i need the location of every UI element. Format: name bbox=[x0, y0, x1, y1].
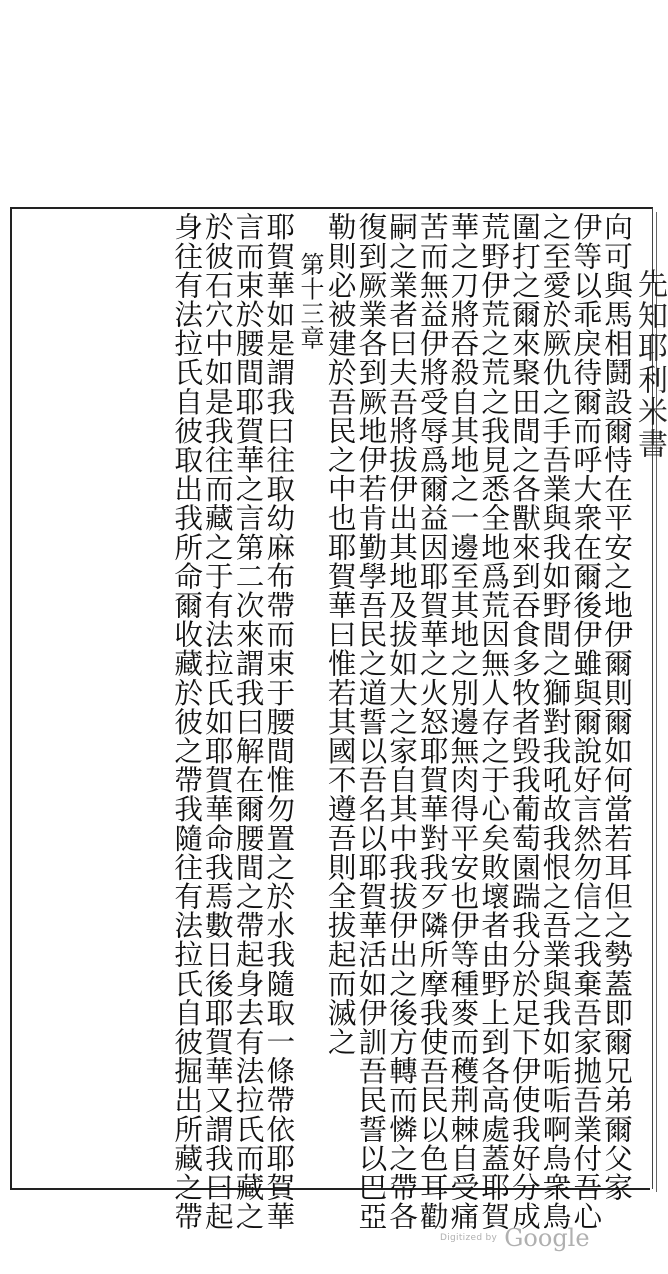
text-column: 圍打之爾來聚田間之各獸來到吞食多牧者毁我葡萄園踹我分於足下伊使我好分成 bbox=[507, 212, 542, 1231]
text-column: 之至愛於厥仇之手吾業與我如野間之獅對我吼故我恨之吾業與我如㖃㖃啊鳥衆鳥 bbox=[538, 212, 573, 1231]
text-column: 言而束於腰間耶賀華之言第二次來謂我曰解在爾腰間之帶起身去有法拉氏而藏之 bbox=[231, 212, 266, 1231]
text-column: 向可與馬相鬪設爾恃在平安之地伊爾則爾如何當若耳但之勢蓋即爾兄弟爾父家 bbox=[600, 212, 634, 1202]
text-column: 苦而無益伊將受辱爲爾益因耶賀華之火怒耶賀華對我歹隣所摩我使吾民以色耳勸 bbox=[415, 212, 450, 1231]
text-column: 勒則必被建於吾民之中也耶賀華曰惟若其國不遵吾則全拔起而滅之 bbox=[323, 212, 358, 1056]
text-column: 荒野伊荒之荒之我見悉全地爲荒因無人存之于心矣敗壞者由野上到各高處蓋耶賀 bbox=[477, 212, 512, 1231]
text-column: 於彼石穴中如是我往而藏之于有法拉氏如耶賀華命我焉數日後耶賀華又謂我曰起 bbox=[200, 212, 235, 1231]
margin-running-title: 先知耶利米書 bbox=[632, 268, 667, 460]
google-logo: Google bbox=[504, 1224, 590, 1252]
text-column: 復到厥業各到厥地伊若肯勤學吾民之道誓以吾名以耶賀華活如伊訓吾民誓以巴亞 bbox=[354, 212, 389, 1231]
digitization-watermark bbox=[440, 1224, 590, 1252]
text-column: 身往有法拉氏自彼取出我所命爾收藏於彼之帶我隨往有法拉氏自彼掘出所藏之帶 bbox=[170, 212, 205, 1231]
text-column: 耶賀華如是謂我曰往取幼麻布帶而束于腰間惟勿置之於水我隨取一條帶依耶賀華 bbox=[262, 212, 297, 1231]
chapter-heading: 第十三章 bbox=[295, 252, 324, 350]
vertical-text-block bbox=[20, 212, 634, 1231]
text-column: 華之刀將吞殺自其地之一邊至其地之別邊無肉得平安也伊等種麥而穫荆棘自受痛 bbox=[446, 212, 481, 1231]
digitized-by-label: Digitized by bbox=[440, 1233, 498, 1243]
text-column: 嗣之業者曰夫吾將拔伊出其地及拔如大之家自其中我拔伊出之後方轉而憐之帶各 bbox=[385, 212, 420, 1231]
text-column: 伊等以乖戾待爾而呼大衆在爾後伊雖與爾說好言然勿信之我棄吾家拋吾業付吾心 bbox=[569, 212, 604, 1231]
